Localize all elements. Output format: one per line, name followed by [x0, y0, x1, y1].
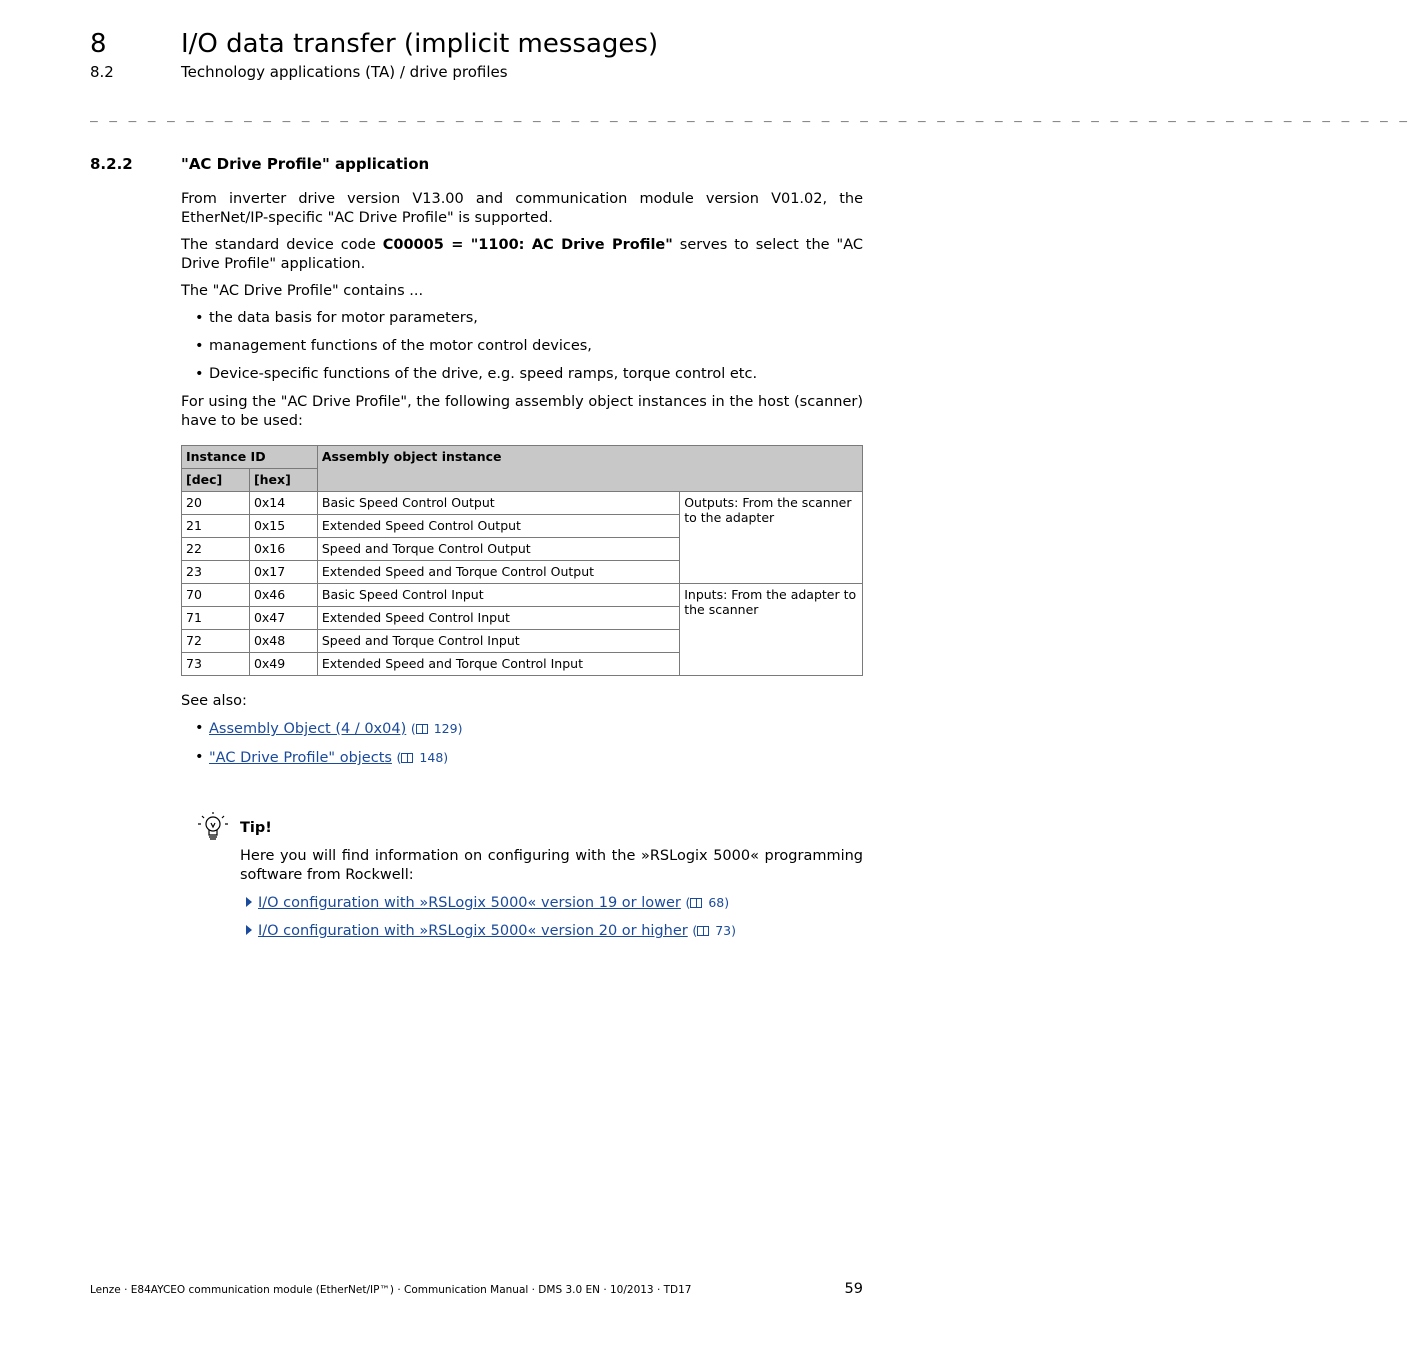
chapter-number: 8 [90, 29, 107, 59]
header-hex: [hex] [249, 469, 317, 492]
page-ref-number: 148 [419, 750, 444, 765]
see-also-item [195, 748, 863, 768]
cell-hex: 0x16 [249, 538, 317, 561]
list-item-text: the data basis for motor parameters, [209, 310, 478, 326]
cell-hex: 0x48 [249, 630, 317, 653]
tip-body [240, 847, 863, 941]
group-outputs: Outputs: From the scanner to the adapter [680, 492, 863, 584]
contains-paragraph: The "AC Drive Profile" contains ... [181, 283, 424, 299]
book-icon [401, 753, 413, 763]
page-ref-number: 73 [715, 923, 732, 938]
cell-name: Extended Speed and Torque Control Output [317, 561, 679, 584]
cell-name: Basic Speed Control Output [317, 492, 679, 515]
page-reference[interactable]: ( 73) [692, 923, 736, 938]
assembly-table [181, 445, 863, 676]
book-icon [690, 898, 702, 908]
list-item [195, 337, 863, 356]
rslogix-v20-link[interactable]: I/O configuration with »RSLogix 5000« version 20 or higher [258, 923, 688, 939]
cell-hex: 0x14 [249, 492, 317, 515]
device-code-paragraph [181, 236, 863, 274]
section-number: 8.2.2 [90, 155, 133, 173]
page-footer: Lenze · E84AYCEO communication module (EtherNet/IP™) · Communication Manual · DMS 3.0 EN · 10/2013 · TD17 [90, 1284, 692, 1296]
table-row [182, 584, 863, 607]
cell-dec: 72 [182, 630, 250, 653]
device-code-pre: The standard device code [181, 237, 383, 253]
table-header-row [182, 446, 863, 469]
cell-dec: 71 [182, 607, 250, 630]
list-item [195, 365, 863, 384]
page-reference[interactable]: ( 68) [685, 895, 730, 910]
assembly-object-link[interactable]: Assembly Object (4 / 0x04) [209, 721, 407, 737]
device-code-value: C00005 = "1100: AC Drive Profile" [382, 237, 673, 253]
cell-dec: 21 [182, 515, 250, 538]
cell-name: Basic Speed Control Input [317, 584, 679, 607]
header-section-title: Technology applications (TA) / drive profiles [181, 63, 508, 81]
tip-link-item [240, 921, 863, 941]
device-code-post: serves to select the "AC Drive Profile" application. [181, 237, 863, 272]
list-item [195, 309, 863, 328]
header-section-number: 8.2 [90, 63, 114, 81]
page-reference[interactable]: ( 148) [396, 750, 449, 765]
cell-hex: 0x15 [249, 515, 317, 538]
cell-name: Extended Speed Control Output [317, 515, 679, 538]
arrow-right-icon [246, 925, 252, 935]
cell-name: Speed and Torque Control Input [317, 630, 679, 653]
header-assembly-object: Assembly object instance [317, 446, 862, 492]
cell-dec: 23 [182, 561, 250, 584]
table-row [182, 492, 863, 515]
header-instance-id: Instance ID [182, 446, 318, 469]
bullet-icon: • [195, 310, 204, 326]
cell-hex: 0x47 [249, 607, 317, 630]
cell-name: Extended Speed and Torque Control Input [317, 653, 679, 676]
cell-dec: 22 [182, 538, 250, 561]
cell-hex: 0x17 [249, 561, 317, 584]
cell-dec: 70 [182, 584, 250, 607]
page-ref-number: 68 [708, 895, 725, 910]
assembly-paragraph: For using the "AC Drive Profile", the following assembly object instances in the host (scanner) have to be used: [181, 394, 863, 429]
cell-hex: 0x49 [249, 653, 317, 676]
header-dash-rule: _ _ _ _ _ _ _ _ _ _ _ _ _ _ _ _ _ _ _ _ _ _ _ _ _ _ _ _ _ _ _ _ _ _ _ _ _ _ _ _ _ _ _ _ _ _ _ _ _ _ _ _ _ _ _ _ _ _ _ _ _ _ _ _ _ _ _ _ _ [90, 108, 1409, 123]
tip-link-item [240, 893, 863, 913]
see-also-label: See also: [181, 693, 247, 709]
bullet-icon: • [195, 366, 204, 382]
list-item-text: management functions of the motor control devices, [209, 338, 592, 354]
main-content [181, 190, 863, 777]
tip-label: Tip! [240, 820, 272, 836]
book-icon [416, 724, 428, 734]
cell-hex: 0x46 [249, 584, 317, 607]
group-inputs: Inputs: From the adapter to the scanner [680, 584, 863, 676]
tip-text: Here you will find information on configuring with the »RSLogix 5000« programming software from Rockwell: [240, 848, 863, 883]
chapter-title: I/O data transfer (implicit messages) [181, 29, 659, 59]
bullet-icon: • [195, 338, 204, 354]
ac-drive-profile-objects-link[interactable]: "AC Drive Profile" objects [209, 750, 392, 766]
cell-dec: 20 [182, 492, 250, 515]
book-icon [697, 926, 709, 936]
rslogix-v19-link[interactable]: I/O configuration with »RSLogix 5000« version 19 or lower [258, 895, 681, 911]
page-ref-number: 129 [433, 721, 458, 736]
section-title: "AC Drive Profile" application [181, 155, 430, 173]
cell-dec: 73 [182, 653, 250, 676]
see-also-item [195, 719, 863, 739]
cell-name: Speed and Torque Control Output [317, 538, 679, 561]
page-number: 59 [844, 1281, 863, 1297]
lightbulb-icon [196, 810, 230, 844]
header-dec: [dec] [182, 469, 250, 492]
bullet-icon: • [195, 749, 204, 765]
list-item-text: Device-specific functions of the drive, e.g. speed ramps, torque control etc. [209, 366, 758, 382]
arrow-right-icon [246, 897, 252, 907]
intro-paragraph: From inverter drive version V13.00 and communication module version V01.02, the EtherNet/IP-specific "AC Drive Profile" is supported. [181, 191, 863, 226]
bullet-icon: • [195, 720, 204, 736]
page-reference[interactable]: ( 129) [410, 721, 463, 736]
cell-name: Extended Speed Control Input [317, 607, 679, 630]
